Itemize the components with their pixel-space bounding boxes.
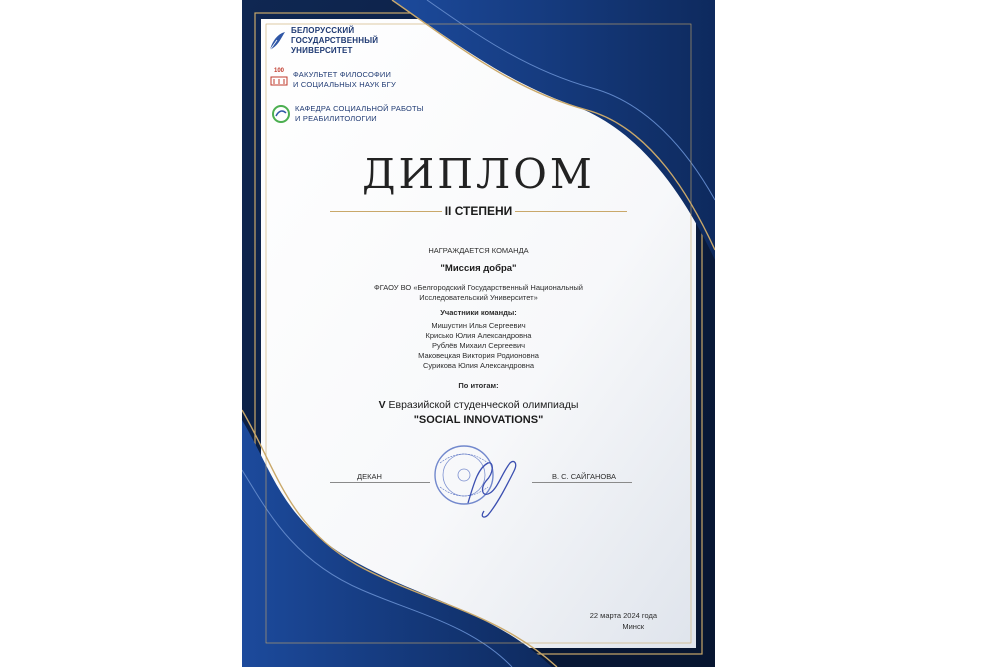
members-label: Участники команды:: [440, 308, 517, 317]
list-item: Крисько Юлия Александровна: [425, 331, 532, 340]
list-item: Рублёв Михаил Сергеевич: [431, 341, 526, 350]
faculty-emblem-icon: [270, 75, 288, 87]
degree-label: II СТЕПЕНИ: [444, 204, 513, 218]
bsu-logo: [267, 26, 378, 56]
university-line-1: ФГАОУ ВО «Белгородский Государственный Национальный: [374, 283, 583, 292]
dean-label: ДЕКАН: [357, 472, 382, 481]
department-logo: [271, 104, 424, 124]
date: 22 марта 2024 года: [589, 611, 657, 620]
dean-line: [330, 482, 430, 483]
dean-name: В. С. САЙГАНОВА: [552, 472, 616, 481]
department-line-2: И РЕАБИЛИТОЛОГИИ: [295, 114, 377, 123]
bsu-line-3: УНИВЕРСИТЕТ: [291, 46, 353, 55]
olympiad-number: V: [378, 399, 386, 411]
results-label: По итогам:: [458, 381, 499, 390]
city: Минск: [622, 622, 644, 631]
university: [242, 283, 715, 303]
stamp-signature: [428, 443, 528, 523]
awarded-label: НАГРАЖДАЕТСЯ КОМАНДА: [428, 246, 529, 255]
bsu-feather-icon: [267, 30, 287, 52]
team-name: "Миссия добра": [440, 263, 517, 274]
olympiad-line: [242, 399, 715, 411]
faculty-line-2: И СОЦИАЛЬНЫХ НАУК БГУ: [293, 80, 396, 89]
faculty-logo: [269, 68, 396, 92]
faculty-line-1: ФАКУЛЬТЕТ ФИЛОСОФИИ: [293, 70, 392, 79]
bsu-line-2: ГОСУДАРСТВЕННЫЙ: [291, 36, 379, 45]
olympiad-text: Евразийской студенческой олимпиады: [385, 399, 579, 411]
university-line-2: Исследовательский Университет»: [419, 293, 538, 302]
department-circle-icon: [271, 104, 291, 124]
list-item: Сурикова Юлия Александровна: [422, 361, 535, 370]
department-line-1: КАФЕДРА СОЦИАЛЬНОЙ РАБОТЫ: [295, 104, 424, 113]
list-item: Маковецкая Виктория Родионовна: [418, 351, 539, 360]
dean-name-line: [532, 482, 632, 483]
list-item: Мишустин Илья Сергеевич: [431, 321, 526, 330]
members-list: [242, 321, 715, 371]
diploma-title: ДИПЛОМ: [362, 150, 595, 198]
diploma: [242, 0, 715, 667]
olympiad-name: "SOCIAL INNOVATIONS": [413, 414, 544, 426]
faculty-badge: 100: [273, 68, 284, 74]
bsu-line-1: БЕЛОРУССКИЙ: [291, 26, 355, 35]
